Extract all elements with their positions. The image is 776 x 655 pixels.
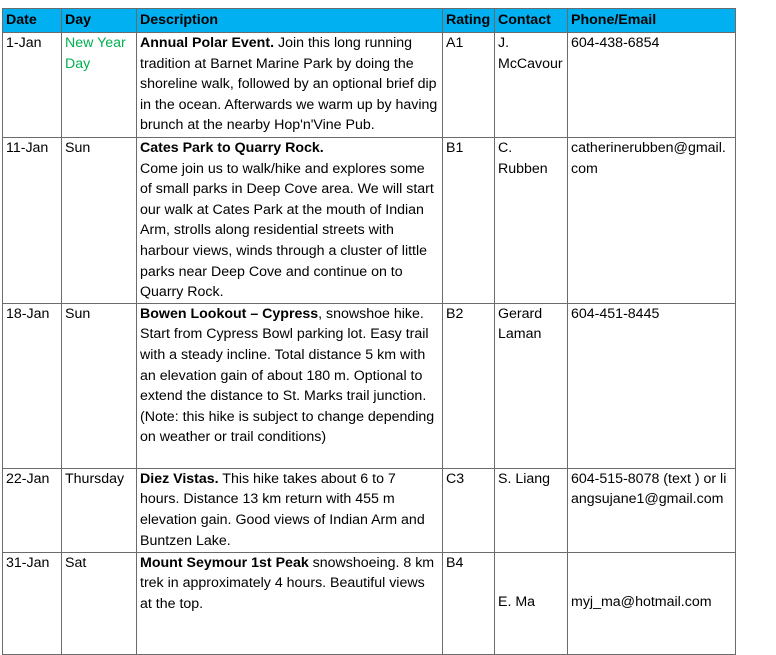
event-text: Come join us to walk/hike and explores some of small parks in Deep Cove area. We will start our walk at Cates Park at the mouth of Indian Arm, strolls along residential streets with harbour views, winds through a cluster of little parks near Deep Cove and continue on to Quarry Rock. (140, 160, 434, 301)
event-description (137, 552, 443, 654)
event-description (137, 138, 443, 304)
event-contact: E. Ma (495, 552, 568, 654)
event-rating: B4 (443, 552, 495, 654)
event-contact: Gerard Laman (495, 303, 568, 468)
table-row (3, 552, 736, 654)
event-title: Annual Polar Event. (140, 35, 275, 51)
table-row (3, 303, 736, 468)
table-row (3, 468, 736, 552)
event-day: Thursday (62, 468, 137, 552)
event-phone: 604-438-6854 (568, 33, 736, 138)
event-email: catherinerubben@gmail.com (568, 138, 736, 304)
event-phone-email: 604-515-8078 (text ) or liangsujane1@gmail.com (568, 468, 736, 552)
event-date: 22-Jan (3, 468, 62, 552)
header-date: Date (3, 9, 62, 33)
event-title: Diez Vistas. (140, 470, 219, 487)
table-row (3, 138, 736, 304)
event-email: myj_ma@hotmail.com (568, 552, 736, 654)
events-table (2, 8, 736, 655)
event-description (137, 303, 443, 468)
header-contact: Contact (495, 9, 568, 33)
event-text: , snowshoe hike. Start from Cypress Bowl parking lot. Easy trail with a steady incline. Total distance 5 km with an elevation gain of about 180 m. Optional to extend the distance to St. Marks trail junction. (Note: this hike is subject to change depending on weather or trail conditions) (140, 305, 435, 446)
event-text: snowshoeing. 8 km trek in approximately 4 hours. Beautiful views at the top. (140, 554, 435, 612)
event-rating: B2 (443, 303, 495, 468)
event-date: 31-Jan (3, 552, 62, 654)
event-text: This hike takes about 6 to 7 hours. Distance 13 km return with 455 m elevation gain. Good views of Indian Arm and Buntzen Lake. (140, 470, 425, 549)
event-title: Mount Seymour 1st Peak (140, 554, 309, 571)
event-day: Sun (62, 138, 137, 304)
event-day: Sun (62, 303, 137, 468)
header-row (3, 9, 736, 33)
table-row (3, 33, 736, 138)
event-contact: J. McCavour (495, 33, 568, 138)
event-contact: C. Rubben (495, 138, 568, 304)
event-text: Join this long running tradition at Barnet Marine Park by doing the shoreline walk, followed by an optional brief dip in the ocean. Afterwards we warm up by having brunch at the nearby Hop'n'Vine Pub. (140, 35, 438, 134)
event-day: New Year Day (62, 33, 137, 138)
header-day: Day (62, 9, 137, 33)
header-phone-email: Phone/Email (568, 9, 736, 33)
event-title: Bowen Lookout – Cypress (140, 305, 319, 322)
event-contact: S. Liang (495, 468, 568, 552)
event-rating: C3 (443, 468, 495, 552)
event-description (137, 468, 443, 552)
header-rating: Rating (443, 9, 495, 33)
event-day: Sat (62, 552, 137, 654)
event-date: 1-Jan (3, 33, 62, 138)
event-date: 11-Jan (3, 138, 62, 304)
event-rating: A1 (443, 33, 495, 138)
event-rating: B1 (443, 138, 495, 304)
event-date: 18-Jan (3, 303, 62, 468)
event-title: Cates Park to Quarry Rock. (140, 140, 324, 156)
header-description: Description (137, 9, 443, 33)
event-phone: 604-451-8445 (568, 303, 736, 468)
event-description (137, 33, 443, 138)
